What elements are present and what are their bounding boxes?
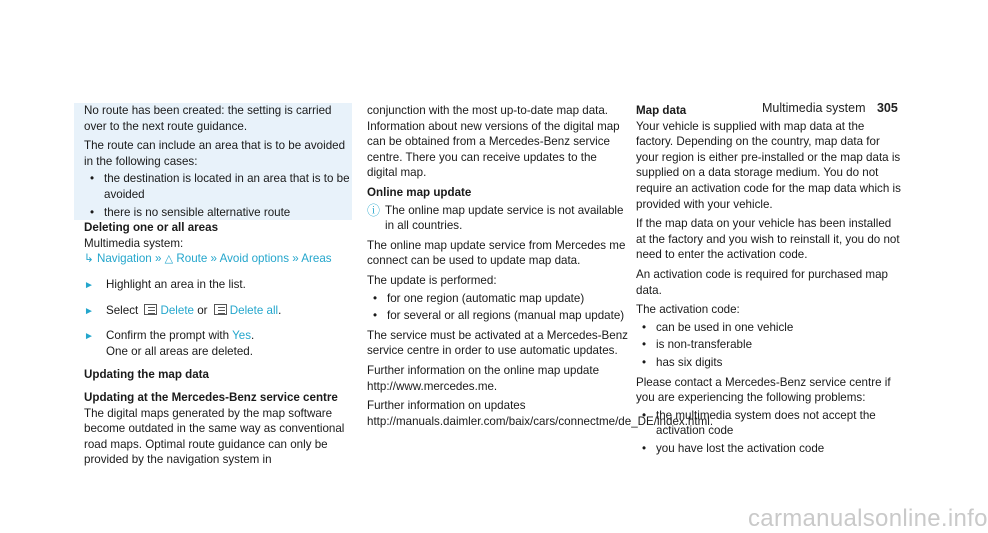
list-item: • the multimedia system does not accept the activation code bbox=[636, 408, 904, 439]
list-item: • for several or all regions (manual map update) bbox=[367, 308, 629, 324]
update-list bbox=[367, 291, 629, 324]
info-icon: ⓘ bbox=[367, 202, 381, 218]
map-p4: The activation code: bbox=[636, 303, 740, 317]
online-p1: The online map update service from Mercedes me connect can be used to update map data. bbox=[367, 238, 626, 268]
path-route: Route bbox=[176, 252, 208, 266]
step-arrow-icon: ► bbox=[84, 305, 94, 317]
online-p5: Further information on updates http://manuals.daimler.com/baix/cars/connectme/de_DE/index.html. bbox=[367, 399, 714, 428]
map-p3: An activation code is required for purchased map data. bbox=[636, 267, 888, 297]
list-item: • you have lost the activation code bbox=[636, 441, 904, 457]
note-text: The online map update service is not available in all countries. bbox=[385, 203, 624, 233]
info-note bbox=[367, 203, 629, 234]
online-p4: Further information on the online map update http://www.mercedes.me. bbox=[367, 363, 600, 393]
cases-list bbox=[84, 171, 352, 220]
route-icon: △ bbox=[164, 253, 174, 266]
chevron-right-icon: » bbox=[154, 252, 162, 266]
delete-option: Delete bbox=[160, 303, 194, 317]
step-3-result: One or all areas are deleted. bbox=[106, 344, 253, 358]
problem-list bbox=[636, 408, 904, 457]
column-1 bbox=[84, 103, 352, 468]
route-info-block bbox=[74, 103, 352, 220]
list-item: • has six digits bbox=[636, 355, 904, 371]
step-2-or: or bbox=[197, 303, 208, 317]
header-title: Multimedia system bbox=[762, 101, 866, 115]
delete-all-option: Delete all bbox=[229, 303, 279, 317]
list-item: • can be used in one vehicle bbox=[636, 320, 904, 336]
continuation-text: conjunction with the most up-to-date map data. Information about new versions of the digital map can be obtained from a Mercedes-Benz service centre. There you can receive updates to the digital map. bbox=[367, 104, 620, 180]
step-arrow-icon: ► bbox=[84, 279, 94, 291]
system-label: Multimedia system: bbox=[84, 236, 184, 250]
step-3-prefix: Confirm the prompt with bbox=[106, 329, 230, 343]
list-item: • there is no sensible alternative route bbox=[84, 205, 352, 221]
service-text: The digital maps generated by the map software become outdated in the same way as conventional road maps. Optimal route guidance can only be provided by the navigation system in bbox=[84, 406, 345, 467]
menu-path bbox=[84, 251, 352, 268]
online-p3: The service must be activated at a Mercedes-Benz service centre in order to use automatic updates. bbox=[367, 328, 628, 358]
step-1 bbox=[84, 277, 352, 294]
include-text: The route can include an area that is to be avoided in the following cases: bbox=[84, 139, 346, 168]
map-p2: If the map data on your vehicle has been installed at the factory and you wish to reinstall it, you do not need to enter the activation code. bbox=[636, 217, 900, 262]
updating-heading: Updating the map data bbox=[84, 368, 209, 382]
list-item: • is non-transferable bbox=[636, 337, 904, 353]
watermark: carmanualsonline.info bbox=[748, 505, 988, 532]
step-2-prefix: Select bbox=[106, 303, 139, 317]
chevron-right-icon: » bbox=[210, 252, 217, 266]
menu-icon bbox=[214, 304, 227, 315]
intro-text: No route has been created: the setting is carried over to the next route guidance. bbox=[84, 104, 332, 133]
step-3-end: . bbox=[251, 329, 255, 343]
path-avoid-options: Avoid options bbox=[219, 252, 289, 266]
online-p2: The update is performed: bbox=[367, 273, 497, 287]
map-data-heading: Map data bbox=[636, 104, 687, 117]
step-2 bbox=[84, 303, 352, 320]
step-arrow-icon: ► bbox=[84, 331, 94, 343]
map-p1: Your vehicle is supplied with map data at the factory. Depending on the country, map data for your region is either pre-installed or the map data is supplied on a data storage medium. You do not require an activation code for the map data which is provided with your vehicle. bbox=[636, 119, 901, 211]
path-navigation: Navigation bbox=[96, 252, 152, 266]
yes-option: Yes bbox=[232, 329, 252, 343]
service-heading: Updating at the Mercedes-Benz service centre bbox=[84, 390, 338, 404]
path-areas: Areas bbox=[301, 252, 332, 266]
list-item: • for one region (automatic map update) bbox=[367, 291, 629, 307]
column-3 bbox=[636, 103, 904, 456]
step-1-text: Highlight an area in the list. bbox=[106, 277, 246, 291]
map-p5: Please contact a Mercedes-Benz service centre if you are experiencing the following problems: bbox=[636, 375, 891, 405]
online-update-heading: Online map update bbox=[367, 185, 472, 199]
menu-icon bbox=[144, 304, 157, 315]
chevron-right-icon: » bbox=[292, 252, 299, 266]
page-number: 305 bbox=[876, 101, 898, 115]
code-list bbox=[636, 320, 904, 371]
list-item: • the destination is located in an area that is to be avoided bbox=[84, 171, 352, 202]
path-start-icon: ↳ bbox=[84, 252, 94, 266]
step-2-end: . bbox=[278, 303, 282, 317]
deleting-heading: Deleting one or all areas bbox=[84, 221, 219, 235]
step-3 bbox=[84, 328, 352, 359]
